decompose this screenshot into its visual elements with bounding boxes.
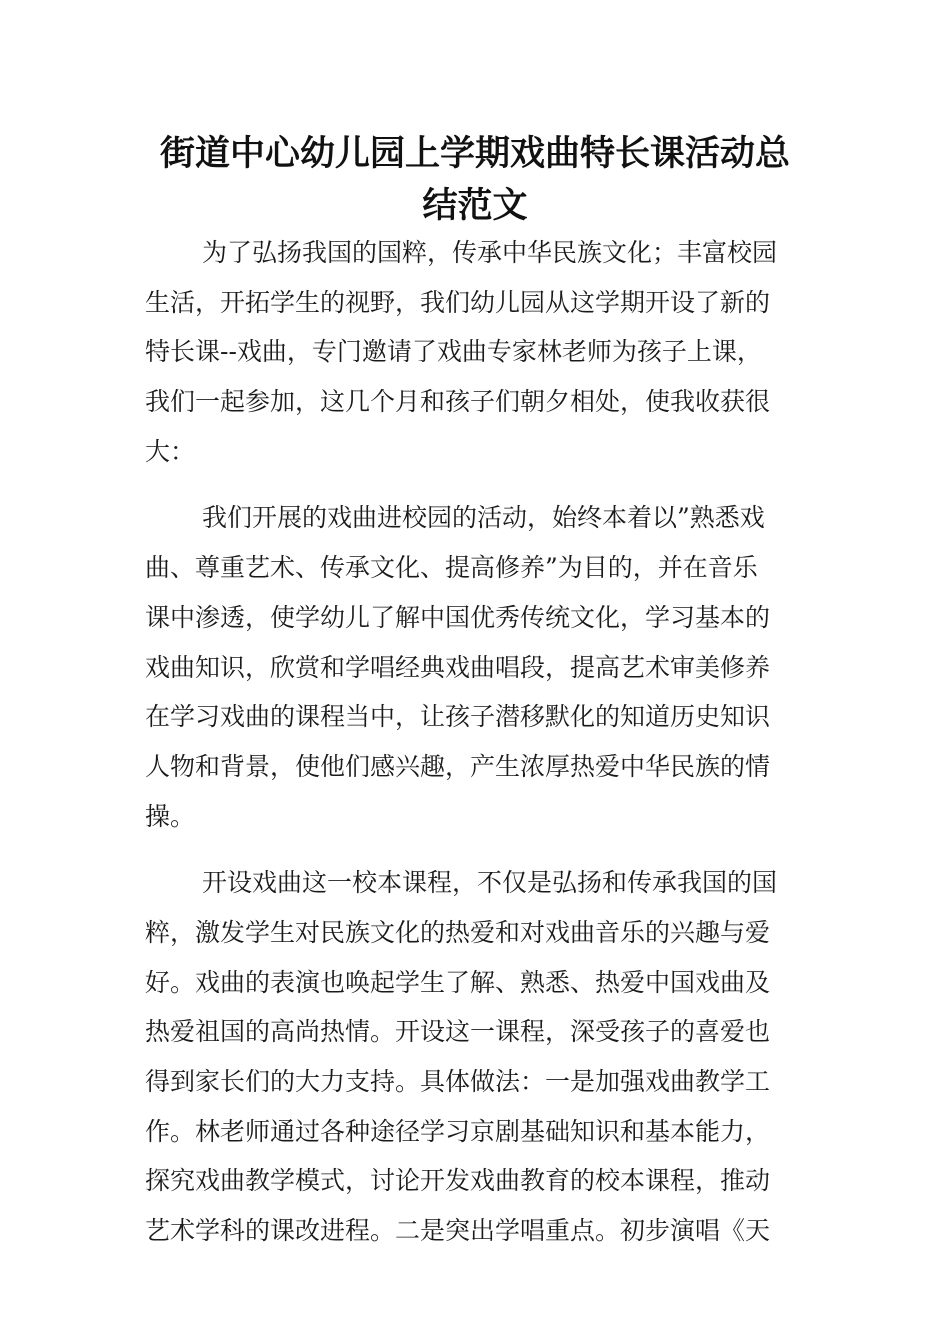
title-line: 结范文 bbox=[422, 186, 528, 226]
paragraph-line: 作。林老师通过各种途径学习京剧基础知识和基本能力， bbox=[145, 1116, 771, 1146]
paragraph-line: 生活，开拓学生的视野，我们幼儿园从这学期开设了新的 bbox=[145, 287, 771, 317]
paragraph-line: 艺术学科的课改进程。二是突出学唱重点。初步演唱《天 bbox=[145, 1216, 771, 1246]
paragraph-line: 我们开展的戏曲进校园的活动，始终本着以”熟悉戏 bbox=[202, 503, 765, 533]
paragraph-line: 大： bbox=[145, 436, 196, 466]
paragraph-line: 开设戏曲这一校本课程，不仅是弘扬和传承我国的国 bbox=[202, 868, 778, 898]
paragraph-line: 好。戏曲的表演也唤起学生了解、熟悉、热爱中国戏曲及 bbox=[145, 967, 771, 997]
paragraph-line: 人物和背景，使他们感兴趣，产生浓厚热爱中华民族的情 bbox=[145, 751, 771, 781]
paragraph-1 bbox=[145, 228, 810, 476]
paragraph-line: 特长课--戏曲，专门邀请了戏曲专家林老师为孩子上课， bbox=[145, 337, 762, 367]
paragraph-line: 热爱祖国的高尚热情。开设这一课程，深受孩子的喜爱也 bbox=[145, 1017, 771, 1047]
paragraph-line: 课中渗透，使学幼儿了解中国优秀传统文化，学习基本的 bbox=[145, 602, 771, 632]
paragraph-line: 粹，激发学生对民族文化的热爱和对戏曲音乐的兴趣与爱 bbox=[145, 917, 771, 947]
paragraph-line: 操。 bbox=[145, 801, 196, 831]
title-line: 街道中心幼儿园上学期戏曲特长课活动总 bbox=[159, 134, 790, 174]
paragraph-line: 探究戏曲教学模式，讨论开发戏曲教育的校本课程，推动 bbox=[145, 1166, 771, 1196]
paragraph-line: 我们一起参加，这几个月和孩子们朝夕相处，使我收获很 bbox=[145, 387, 771, 417]
paragraph-line: 在学习戏曲的课程当中，让孩子潜移默化的知道历史知识 bbox=[145, 702, 771, 732]
paragraph-line: 为了弘扬我国的国粹，传承中华民族文化；丰富校园 bbox=[202, 238, 778, 267]
paragraph-line: 戏曲知识，欣赏和学唱经典戏曲唱段，提高艺术审美修养 bbox=[145, 652, 771, 682]
paragraph-line: 得到家长们的大力支持。具体做法：一是加强戏曲教学工 bbox=[145, 1067, 771, 1096]
document-title bbox=[140, 128, 810, 232]
paragraph-3 bbox=[145, 858, 810, 1256]
paragraph-2 bbox=[145, 493, 810, 841]
paragraph-line: 曲、尊重艺术、传承文化、提高修养”为目的，并在音乐 bbox=[145, 553, 758, 583]
document-body bbox=[145, 228, 810, 1273]
